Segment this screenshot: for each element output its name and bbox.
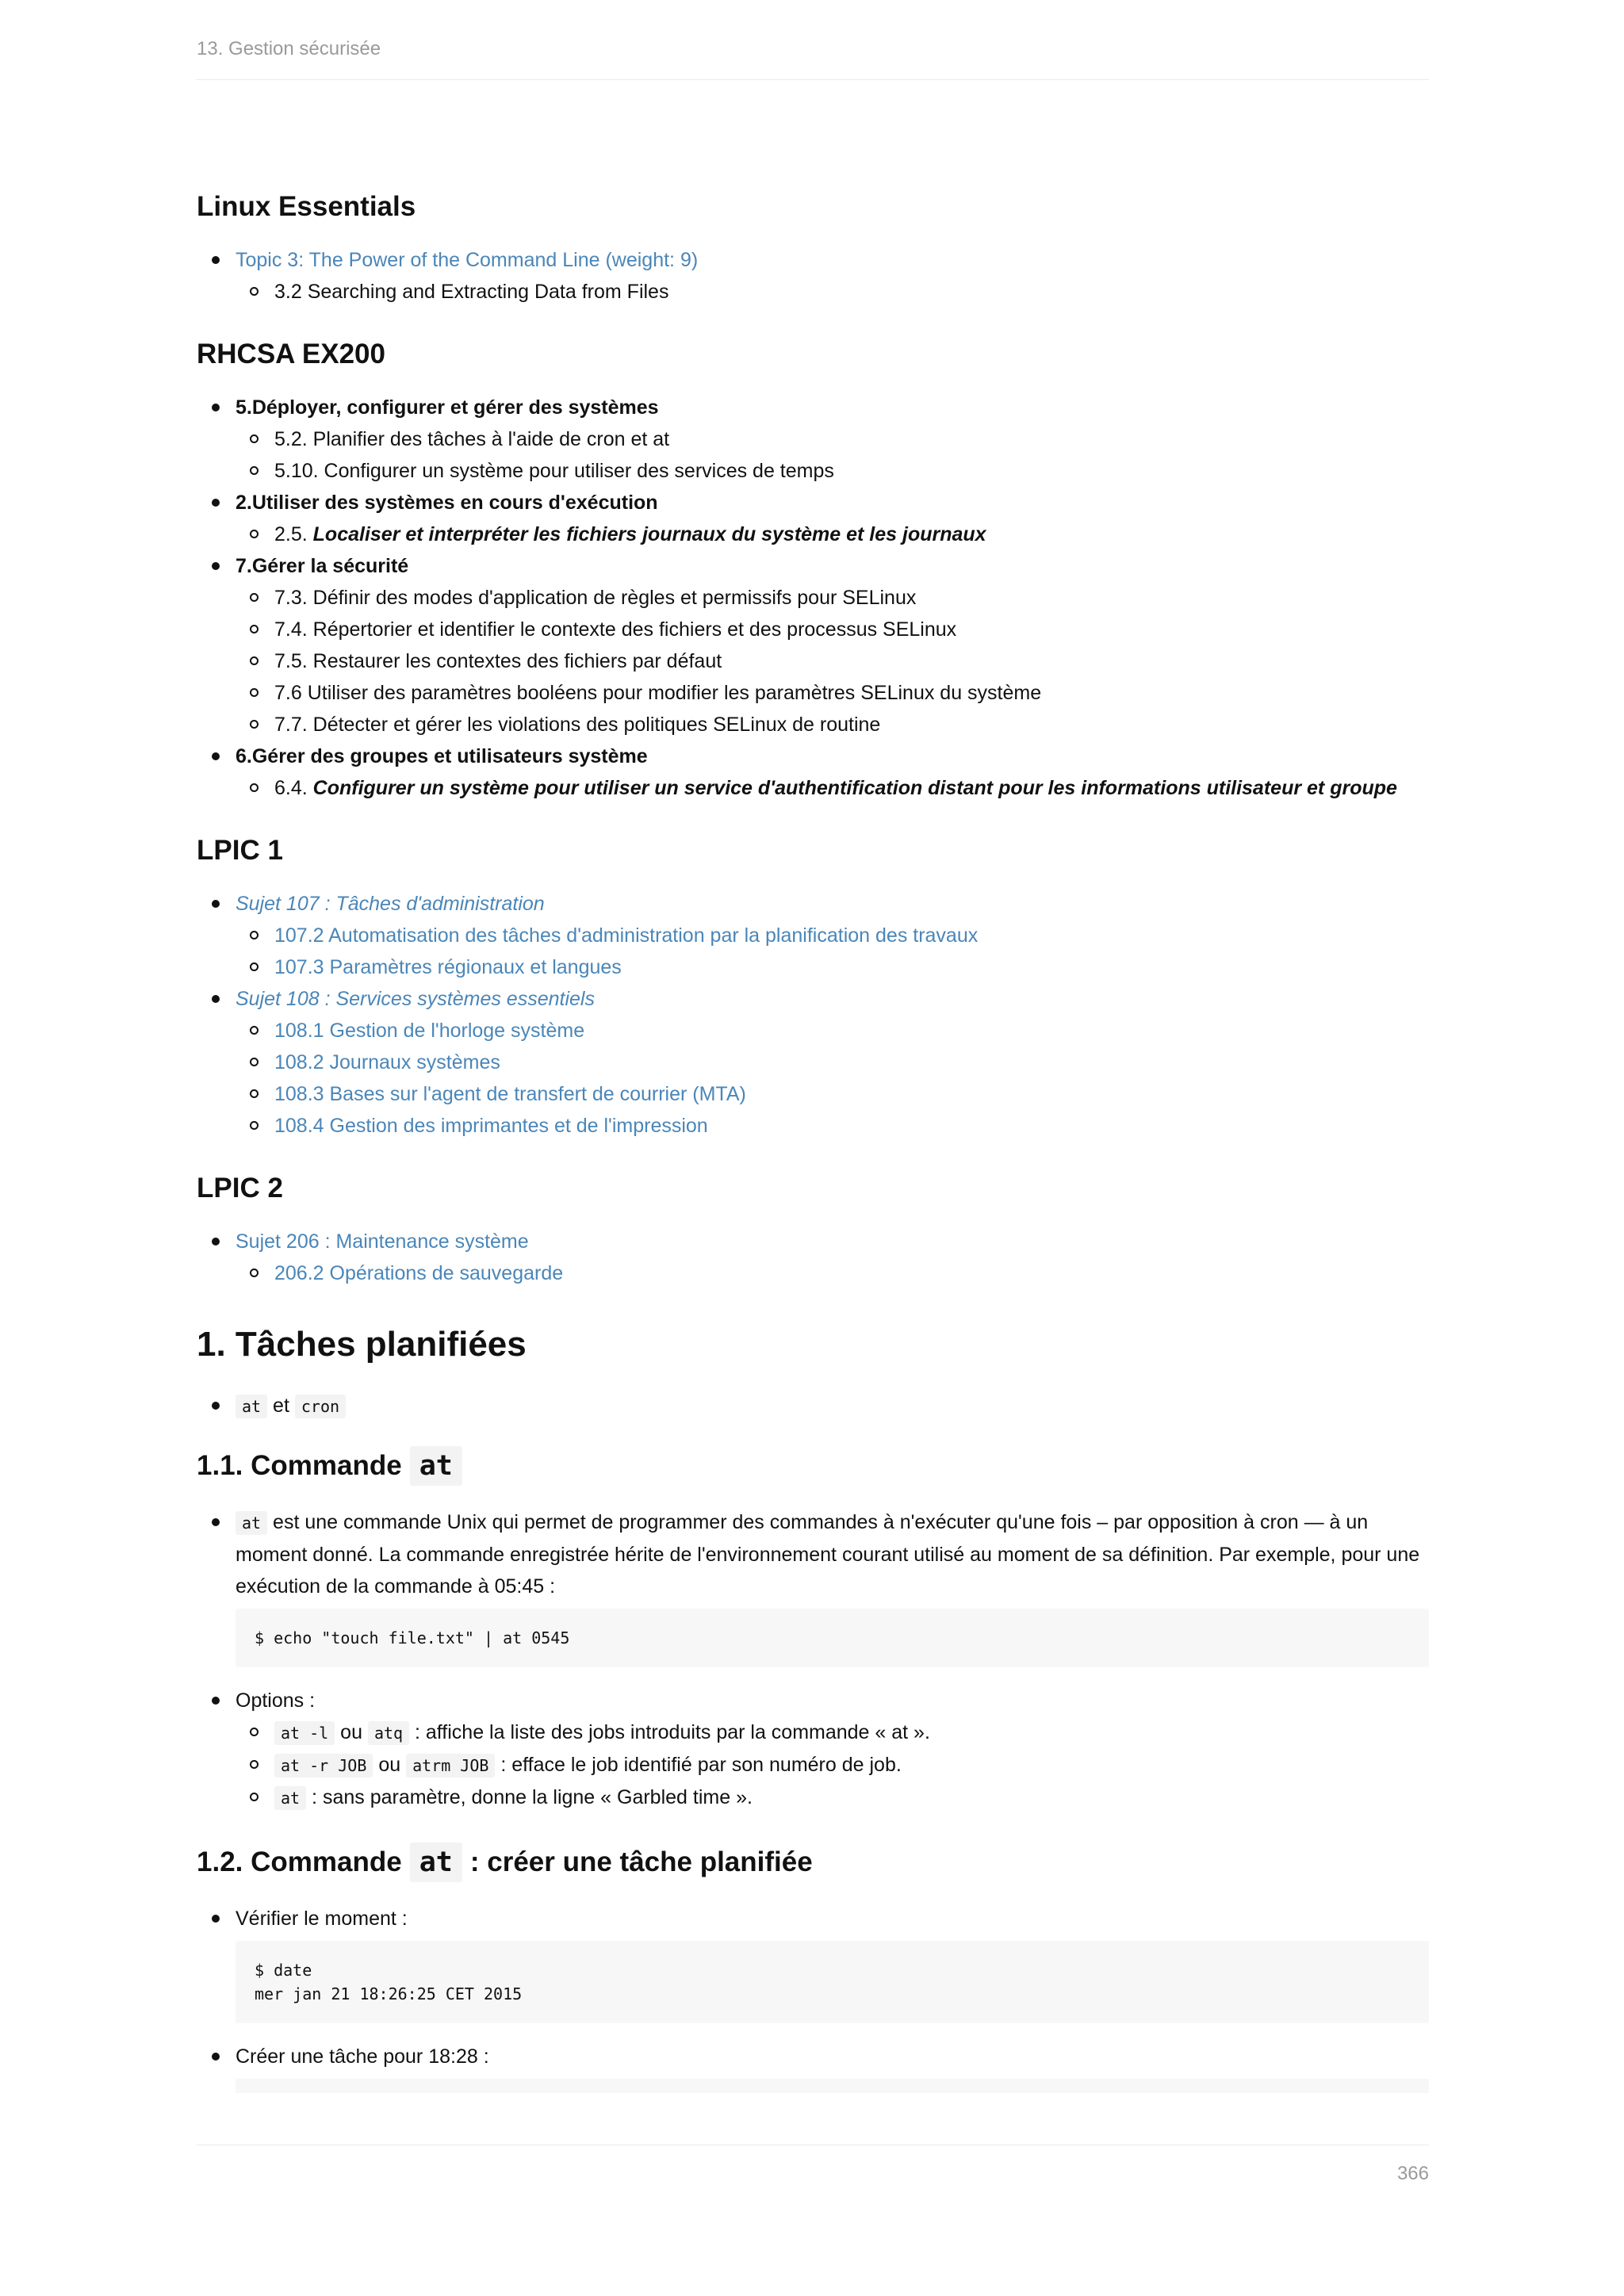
document-content	[197, 190, 1429, 2093]
list-item: 7.4. Répertorier et identifier le contexte des fichiers et des processus SELinux	[274, 614, 1429, 645]
inline-code: at	[236, 1511, 267, 1535]
list-item	[274, 951, 1429, 983]
list-item	[236, 1685, 1429, 1814]
list-item	[236, 244, 1429, 308]
topic-link[interactable]: Sujet 107 : Tâches d'administration	[236, 893, 545, 915]
topic-link[interactable]: Sujet 108 : Services systèmes essentiels	[236, 988, 595, 1010]
code-block	[236, 1941, 1429, 2023]
description-list	[197, 1506, 1429, 1814]
title-code: at	[410, 1446, 462, 1486]
topic-list	[197, 244, 1429, 308]
list-item: 7.7. Détecter et gérer les violations des politiques SELinux de routine	[274, 709, 1429, 740]
subsection-title-text: : créer une tâche planifiée	[469, 1846, 813, 1877]
section-title: LPIC 1	[197, 835, 283, 866]
inline-code: atq	[368, 1721, 409, 1745]
subsection-title	[197, 1843, 1429, 1882]
subsection-title-text: 1.2. Commande	[197, 1846, 402, 1877]
objective-link[interactable]: 108.4 Gestion des imprimantes et de l'impression	[274, 1115, 708, 1137]
inline-text: et	[273, 1394, 289, 1417]
objective-link[interactable]: 108.1 Gestion de l'horloge système	[274, 1020, 585, 1042]
list-item	[274, 1257, 1429, 1289]
objective-group: 7.Gérer la sécurité	[236, 555, 409, 577]
inline-text: : affiche la liste des jobs introduits par la commande « at ».	[415, 1720, 930, 1743]
inline-text: ou	[378, 1753, 401, 1776]
list-item: 5.10. Configurer un système pour utiliser des services de temps	[274, 455, 1429, 487]
section-title: Linux Essentials	[197, 191, 416, 222]
list-item	[274, 1015, 1429, 1047]
inline-code: at -l	[274, 1721, 335, 1745]
objective-emphasis: Localiser et interpréter les fichiers journaux du système et les journaux	[312, 523, 986, 545]
list-item	[274, 1749, 1429, 1781]
step-label: Créer une tâche pour 18:28 :	[236, 2045, 489, 2068]
objective-link[interactable]: 107.2 Automatisation des tâches d'administration par la planification des travaux	[274, 924, 979, 947]
steps-list	[197, 1903, 1429, 2093]
running-title: 13. Gestion sécurisée	[197, 38, 381, 59]
list-item	[236, 1226, 1429, 1289]
list-item	[274, 1781, 1429, 1814]
inline-code: at -r JOB	[274, 1754, 373, 1777]
objective-emphasis: Configurer un système pour utiliser un service d'authentification distant pour les informations utilisateur et groupe	[312, 777, 1397, 799]
inline-code: at	[236, 1395, 267, 1418]
list-item	[236, 740, 1429, 804]
section-title: LPIC 2	[197, 1173, 283, 1203]
topic-list	[197, 1226, 1429, 1289]
list-item	[236, 1390, 1429, 1422]
header-rule	[197, 79, 1429, 80]
code-line: mer jan 21 18:26:25 CET 2015	[255, 1984, 523, 2003]
list-item	[236, 487, 1429, 550]
section-lpic2	[197, 1172, 1429, 1289]
list-item	[274, 1110, 1429, 1142]
inline-code: at	[274, 1786, 306, 1810]
list-item	[236, 1506, 1429, 1667]
objective-link[interactable]: 108.2 Journaux systèmes	[274, 1051, 500, 1073]
objective-link[interactable]: 107.3 Paramètres régionaux et langues	[274, 956, 622, 978]
inline-code: atrm JOB	[406, 1754, 495, 1777]
list-item: 7.5. Restaurer les contextes des fichiers par défaut	[274, 645, 1429, 677]
list-item	[274, 1078, 1429, 1110]
list-item	[236, 550, 1429, 740]
section-rhcsa	[197, 338, 1429, 804]
section-linux-essentials	[197, 190, 1429, 308]
section-title: RHCSA EX200	[197, 339, 385, 369]
list-item	[274, 920, 1429, 951]
objective-number: 2.5.	[274, 523, 313, 545]
objective-link[interactable]: 206.2 Opérations de sauvegarde	[274, 1262, 564, 1284]
inline-text: ou	[340, 1720, 362, 1743]
section-lpic1	[197, 834, 1429, 1142]
subsection-title-text: 1.1. Commande	[197, 1449, 402, 1481]
objective-group: 6.Gérer des groupes et utilisateurs système	[236, 745, 648, 767]
inline-text: : efface le job identifié par son numéro de job.	[500, 1753, 902, 1776]
code-line: $ date	[255, 1960, 312, 1980]
list-item	[236, 392, 1429, 487]
objective-list	[197, 392, 1429, 804]
list-item	[236, 888, 1429, 983]
list-item	[236, 2041, 1429, 2093]
options-label: Options :	[236, 1689, 316, 1712]
objective-link[interactable]: 108.3 Bases sur l'agent de transfert de courrier (MTA)	[274, 1083, 746, 1105]
topic-list	[197, 888, 1429, 1142]
intro-list	[197, 1390, 1429, 1422]
objective-group: 2.Utiliser des systèmes en cours d'exécution	[236, 492, 658, 514]
code-block	[236, 2079, 1429, 2093]
topic-link[interactable]: Topic 3: The Power of the Command Line (weight: 9)	[236, 249, 699, 271]
objective-group: 5.Déployer, configurer et gérer des systèmes	[236, 396, 659, 419]
list-item	[274, 772, 1429, 804]
inline-code: cron	[295, 1395, 346, 1418]
list-item	[236, 1903, 1429, 2023]
list-item: 3.2 Searching and Extracting Data from Files	[274, 276, 1429, 308]
list-item: 5.2. Planifier des tâches à l'aide de cron et at	[274, 423, 1429, 455]
description-text: est une commande Unix qui permet de programmer des commandes à n'exécuter qu'une fois – par opposition à cron — à un moment donné. La commande enregistrée hérite de l'environnement courant utilisé au moment de sa définition. Par exemple, pour une exécution de la commande à 05:45 :	[236, 1510, 1420, 1598]
topic-link[interactable]: Sujet 206 : Maintenance système	[236, 1230, 529, 1253]
list-item	[236, 983, 1429, 1142]
page-number: 366	[1396, 2163, 1429, 2184]
title-code: at	[410, 1843, 462, 1882]
chapter-title: 1. Tâches planifiées	[197, 1325, 527, 1364]
subsection-title	[197, 1446, 1429, 1486]
list-item	[274, 1716, 1429, 1749]
code-block: $ echo "touch file.txt" | at 0545	[236, 1609, 1429, 1667]
list-item	[274, 519, 1429, 550]
list-item: 7.6 Utiliser des paramètres booléens pour modifier les paramètres SELinux du système	[274, 677, 1429, 709]
step-label: Vérifier le moment :	[236, 1907, 408, 1930]
objective-number: 6.4.	[274, 777, 313, 799]
inline-text: : sans paramètre, donne la ligne « Garbled time ».	[312, 1785, 753, 1808]
list-item	[274, 1047, 1429, 1078]
list-item: 7.3. Définir des modes d'application de règles et permissifs pour SELinux	[274, 582, 1429, 614]
